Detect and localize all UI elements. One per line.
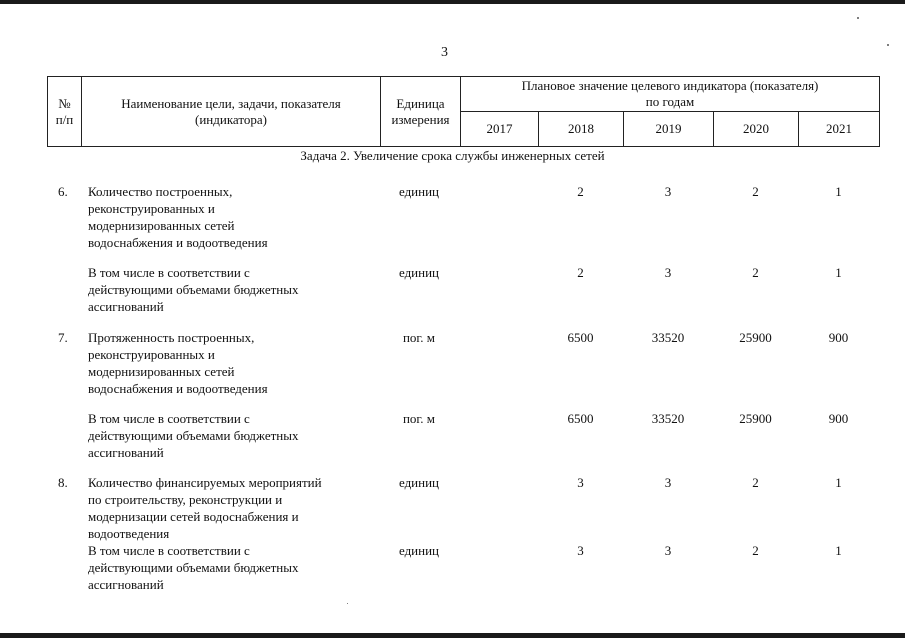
row-name-line: ассигнований (88, 445, 164, 460)
row-number: 6. (58, 184, 68, 199)
value-2021: 1 (835, 184, 842, 199)
value-2018: 3 (577, 543, 584, 558)
header-year-2020: 2020 (714, 112, 799, 147)
header-year-2017: 2017 (461, 112, 539, 147)
value-2019: 33520 (651, 330, 685, 345)
row-name-line: реконструированных и (88, 201, 215, 216)
row-unit: пог. м (402, 411, 436, 426)
row-unit: пог. м (402, 330, 436, 345)
row-name-line: Количество построенных, (88, 184, 233, 199)
row-name-line: Протяженность построенных, (88, 330, 255, 345)
row-unit: единиц (398, 265, 440, 280)
scan-speck (887, 44, 889, 46)
row-name (88, 264, 373, 315)
row-name-line: реконструированных и (88, 347, 215, 362)
row-name-line: ассигнований (88, 577, 164, 592)
row-name-line: по строительству, реконструкции и (88, 492, 283, 507)
value-2020: 25900 (739, 411, 772, 426)
top-border (0, 0, 905, 4)
header-unit-line1: Единица (396, 95, 445, 111)
header-name-line2: (индикатора) (195, 111, 267, 127)
value-2018: 6500 (567, 411, 594, 426)
row-name-line: Количество финансируемых мероприятий (88, 475, 322, 490)
value-2020: 25900 (739, 330, 772, 345)
value-2021: 900 (828, 411, 849, 426)
row-name-line: водоснабжения и водоотведения (88, 381, 268, 396)
row-name-line: модернизации сетей водоснабжения и (88, 509, 299, 524)
value-2018: 6500 (567, 330, 594, 345)
row-name-line: водоснабжения и водоотведения (88, 235, 268, 250)
value-2019: 33520 (651, 411, 685, 426)
value-2018: 2 (577, 184, 584, 199)
value-2021: 1 (835, 265, 842, 280)
header-plan-cell (461, 77, 880, 112)
header-year-2018: 2018 (539, 112, 624, 147)
row-name-line: ассигнований (88, 299, 164, 314)
page-number: 3 (441, 45, 448, 60)
header-num-line1: № (58, 95, 71, 111)
header-num-line2: п/п (55, 111, 74, 127)
value-2019: 3 (664, 543, 672, 558)
header-name-cell (82, 77, 381, 147)
row-name (88, 410, 373, 461)
row-name-line: действующими объемами бюджетных (88, 282, 299, 297)
row-name (88, 183, 373, 251)
row-number: 8. (58, 475, 68, 490)
row-name-line: модернизированных сетей (88, 218, 235, 233)
task-title: Задача 2. Увеличение срока службы инженерных сетей (300, 148, 605, 163)
row-unit: единиц (398, 543, 440, 558)
row-name-line: модернизированных сетей (88, 364, 235, 379)
row-name (88, 329, 373, 397)
value-2019: 3 (664, 475, 672, 490)
bottom-border (0, 633, 905, 638)
row-unit: единиц (398, 184, 440, 199)
value-2019: 3 (664, 184, 672, 199)
value-2021: 900 (828, 330, 849, 345)
header-year-2021: 2021 (799, 112, 880, 147)
row-name (88, 542, 373, 593)
row-name-line: В том числе в соответствии с (88, 543, 250, 558)
header-plan-line2: по годам (645, 94, 695, 109)
value-2018: 2 (577, 265, 584, 280)
value-2020: 2 (752, 265, 759, 280)
row-name (88, 474, 373, 542)
scan-speck (857, 17, 859, 19)
row-number: 7. (58, 330, 68, 345)
row-unit: единиц (398, 475, 440, 490)
row-name-line: действующими объемами бюджетных (88, 560, 299, 575)
row-name-line: В том числе в соответствии с (88, 411, 250, 426)
header-plan-line1: Плановое значение целевого индикатора (показателя) (521, 78, 819, 93)
header-unit-line2: измерения (391, 111, 450, 127)
header-year-2019: 2019 (624, 112, 714, 147)
row-name-line: В том числе в соответствии с (88, 265, 250, 280)
header-unit-cell (381, 77, 461, 147)
scan-speck (347, 603, 348, 604)
value-2018: 3 (577, 475, 584, 490)
row-name-line: действующими объемами бюджетных (88, 428, 299, 443)
value-2021: 1 (835, 475, 842, 490)
row-name-line: водоотведения (88, 526, 170, 541)
header-num-cell (48, 77, 82, 147)
header-name-line1: Наименование цели, задачи, показателя (121, 95, 341, 111)
value-2021: 1 (835, 543, 842, 558)
value-2020: 2 (752, 184, 759, 199)
value-2019: 3 (664, 265, 672, 280)
value-2020: 2 (752, 475, 759, 490)
value-2020: 2 (752, 543, 759, 558)
indicator-table-header (47, 76, 880, 147)
